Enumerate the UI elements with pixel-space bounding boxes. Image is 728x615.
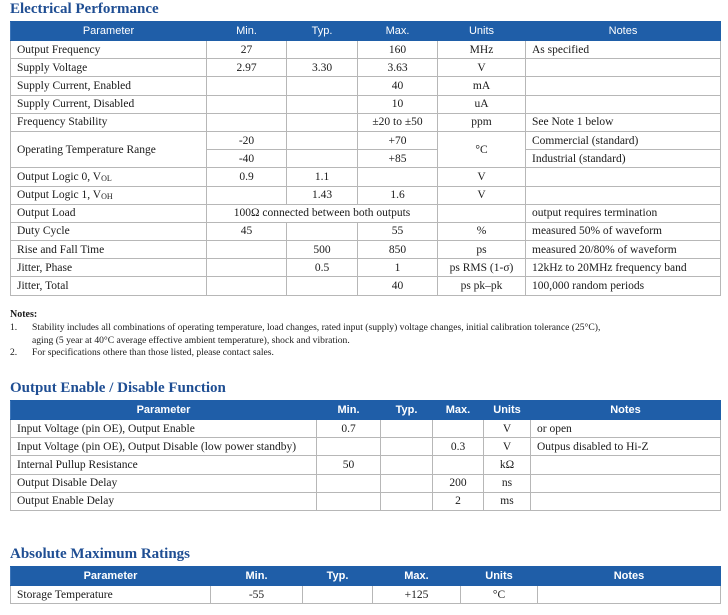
output-enable-title: Output Enable / Disable Function <box>10 380 226 396</box>
notes-heading: Notes: <box>10 309 38 320</box>
cell-min: -40 <box>207 150 287 168</box>
table-row <box>11 186 721 204</box>
absolute-max-title: Absolute Maximum Ratings <box>10 546 191 562</box>
notes-section <box>10 309 720 360</box>
cell-max: 40 <box>358 77 438 95</box>
table-row <box>11 259 721 277</box>
cell-notes <box>531 492 721 510</box>
note-number: 1. <box>10 321 18 333</box>
cell-max: ±20 to ±50 <box>358 113 438 131</box>
cell-min <box>207 113 287 131</box>
cell-min <box>207 186 287 204</box>
cell-typ <box>287 95 358 113</box>
header-notes: Notes <box>531 401 721 420</box>
cell-units: V <box>438 186 526 204</box>
cell-notes: or open <box>531 420 721 438</box>
cell-max: 1.6 <box>358 186 438 204</box>
cell-parameter: Jitter, Total <box>11 277 207 295</box>
cell-min: -20 <box>207 131 287 149</box>
header-notes: Notes <box>526 22 721 41</box>
cell-typ <box>381 438 433 456</box>
cell-max: +85 <box>358 150 438 168</box>
table-row <box>11 131 721 149</box>
cell-min: 50 <box>317 456 381 474</box>
cell-typ <box>287 113 358 131</box>
note-text: Stability includes all combinations of operating temperature, load changes, rated input (supply) voltage changes, initial calibration tolerance (25°C), <box>32 321 601 333</box>
cell-min <box>207 259 287 277</box>
cell-units: V <box>484 438 531 456</box>
table-row <box>11 59 721 77</box>
cell-notes <box>526 186 721 204</box>
cell-max: 40 <box>358 277 438 295</box>
header-units: Units <box>438 22 526 41</box>
cell-units: uA <box>438 95 526 113</box>
table-row <box>11 95 721 113</box>
cell-units: kΩ <box>484 456 531 474</box>
cell-typ: 1.1 <box>287 168 358 186</box>
cell-notes: Commercial (standard) <box>526 131 721 149</box>
table-row <box>11 474 721 492</box>
cell-notes <box>526 95 721 113</box>
cell-max <box>358 168 438 186</box>
header-typ: Typ. <box>381 401 433 420</box>
cell-parameter: Output Load <box>11 204 207 222</box>
cell-parameter: Input Voltage (pin OE), Output Disable (low power standby) <box>11 438 317 456</box>
cell-units: % <box>438 222 526 240</box>
cell-min <box>317 438 381 456</box>
cell-parameter: Input Voltage (pin OE), Output Enable <box>11 420 317 438</box>
header-parameter: Parameter <box>11 567 211 586</box>
table-row <box>11 586 721 604</box>
cell-parameter: Supply Current, Enabled <box>11 77 207 95</box>
cell-max <box>433 420 484 438</box>
electrical-performance-title: Electrical Performance <box>10 1 159 17</box>
table-row <box>11 420 721 438</box>
cell-min <box>317 474 381 492</box>
table-row <box>11 456 721 474</box>
cell-units: V <box>438 59 526 77</box>
cell-units <box>438 204 526 222</box>
cell-parameter: Output Enable Delay <box>11 492 317 510</box>
cell-parameter <box>11 168 207 186</box>
header-units: Units <box>461 567 538 586</box>
param-subscript: OH <box>101 192 113 202</box>
table-row <box>11 277 721 295</box>
header-min: Min. <box>207 22 287 41</box>
cell-min: 0.7 <box>317 420 381 438</box>
cell-typ <box>303 586 373 604</box>
cell-notes <box>526 77 721 95</box>
cell-typ <box>381 492 433 510</box>
cell-units: ps RMS (1-σ) <box>438 259 526 277</box>
cell-parameter: Duty Cycle <box>11 222 207 240</box>
output-enable-table <box>10 400 721 511</box>
header-min: Min. <box>317 401 381 420</box>
cell-max: 850 <box>358 241 438 259</box>
table-header-row <box>11 22 721 41</box>
cell-typ <box>287 41 358 59</box>
cell-notes: Industrial (standard) <box>526 150 721 168</box>
cell-max: 0.3 <box>433 438 484 456</box>
cell-min: 45 <box>207 222 287 240</box>
header-max: Max. <box>373 567 461 586</box>
cell-notes <box>526 168 721 186</box>
cell-parameter: Operating Temperature Range <box>11 131 207 167</box>
cell-units: °C <box>438 131 526 167</box>
note-number: 2. <box>10 347 18 359</box>
note-item <box>10 347 720 360</box>
cell-spanned-value: 100Ω connected between both outputs <box>207 204 438 222</box>
cell-notes: 100,000 random periods <box>526 277 721 295</box>
cell-units: mA <box>438 77 526 95</box>
cell-max: 55 <box>358 222 438 240</box>
cell-min: 0.9 <box>207 168 287 186</box>
header-typ: Typ. <box>303 567 373 586</box>
cell-units: MHz <box>438 41 526 59</box>
electrical-performance-table <box>10 21 721 296</box>
cell-notes: As specified <box>526 41 721 59</box>
cell-notes: output requires termination <box>526 204 721 222</box>
cell-units: °C <box>461 586 538 604</box>
cell-units: V <box>484 420 531 438</box>
cell-typ <box>381 474 433 492</box>
cell-typ <box>287 77 358 95</box>
table-header-row <box>11 401 721 420</box>
header-units: Units <box>484 401 531 420</box>
cell-notes <box>538 586 721 604</box>
cell-max: 2 <box>433 492 484 510</box>
cell-notes: measured 20/80% of waveform <box>526 241 721 259</box>
cell-parameter: Output Frequency <box>11 41 207 59</box>
cell-typ: 3.30 <box>287 59 358 77</box>
table-row <box>11 168 721 186</box>
table-header-row <box>11 567 721 586</box>
cell-min: -55 <box>211 586 303 604</box>
cell-units: ps pk–pk <box>438 277 526 295</box>
cell-max <box>433 456 484 474</box>
header-parameter: Parameter <box>11 22 207 41</box>
table-row <box>11 113 721 131</box>
cell-parameter: Frequency Stability <box>11 113 207 131</box>
cell-parameter <box>11 186 207 204</box>
cell-typ <box>287 277 358 295</box>
cell-typ <box>381 420 433 438</box>
cell-typ: 0.5 <box>287 259 358 277</box>
cell-typ: 1.43 <box>287 186 358 204</box>
header-max: Max. <box>433 401 484 420</box>
cell-min <box>207 277 287 295</box>
cell-min: 27 <box>207 41 287 59</box>
table-row <box>11 77 721 95</box>
param-subscript: OL <box>101 173 112 183</box>
cell-min <box>207 77 287 95</box>
header-notes: Notes <box>538 567 721 586</box>
table-row <box>11 241 721 259</box>
cell-typ: 500 <box>287 241 358 259</box>
table-row <box>11 204 721 222</box>
cell-parameter: Output Disable Delay <box>11 474 317 492</box>
cell-parameter: Supply Voltage <box>11 59 207 77</box>
header-min: Min. <box>211 567 303 586</box>
cell-parameter: Storage Temperature <box>11 586 211 604</box>
cell-notes: 12kHz to 20MHz frequency band <box>526 259 721 277</box>
cell-units: ns <box>484 474 531 492</box>
header-typ: Typ. <box>287 22 358 41</box>
absolute-max-table <box>10 566 721 604</box>
param-text: Output Logic 0, V <box>17 170 102 183</box>
table-row <box>11 492 721 510</box>
header-max: Max. <box>358 22 438 41</box>
cell-max: +125 <box>373 586 461 604</box>
cell-typ <box>287 222 358 240</box>
note-text: For specifications othere than those listed, please contact sales. <box>32 347 274 359</box>
table-row <box>11 222 721 240</box>
cell-max: 1 <box>358 259 438 277</box>
table-row <box>11 438 721 456</box>
cell-parameter: Jitter, Phase <box>11 259 207 277</box>
cell-units: ppm <box>438 113 526 131</box>
cell-notes <box>526 59 721 77</box>
cell-parameter: Supply Current, Disabled <box>11 95 207 113</box>
cell-notes: Outpus disabled to Hi-Z <box>531 438 721 456</box>
cell-parameter: Internal Pullup Resistance <box>11 456 317 474</box>
cell-notes: See Note 1 below <box>526 113 721 131</box>
header-parameter: Parameter <box>11 401 317 420</box>
cell-max: +70 <box>358 131 438 149</box>
cell-notes: measured 50% of waveform <box>526 222 721 240</box>
cell-notes <box>531 474 721 492</box>
cell-notes <box>531 456 721 474</box>
param-text: Output Logic 1, V <box>17 189 102 202</box>
cell-max: 200 <box>433 474 484 492</box>
cell-typ <box>287 131 358 149</box>
cell-max: 3.63 <box>358 59 438 77</box>
cell-parameter: Rise and Fall Time <box>11 241 207 259</box>
cell-max: 160 <box>358 41 438 59</box>
cell-units: ms <box>484 492 531 510</box>
table-row <box>11 41 721 59</box>
cell-typ <box>381 456 433 474</box>
cell-max: 10 <box>358 95 438 113</box>
cell-min: 2.97 <box>207 59 287 77</box>
cell-units: V <box>438 168 526 186</box>
cell-units: ps <box>438 241 526 259</box>
cell-min <box>207 241 287 259</box>
note-item <box>10 322 720 335</box>
note-continuation: aging (5 year at 40°C average effective ambient temperature), shock and vibration. <box>32 334 350 346</box>
cell-typ <box>287 150 358 168</box>
cell-min <box>317 492 381 510</box>
cell-min <box>207 95 287 113</box>
